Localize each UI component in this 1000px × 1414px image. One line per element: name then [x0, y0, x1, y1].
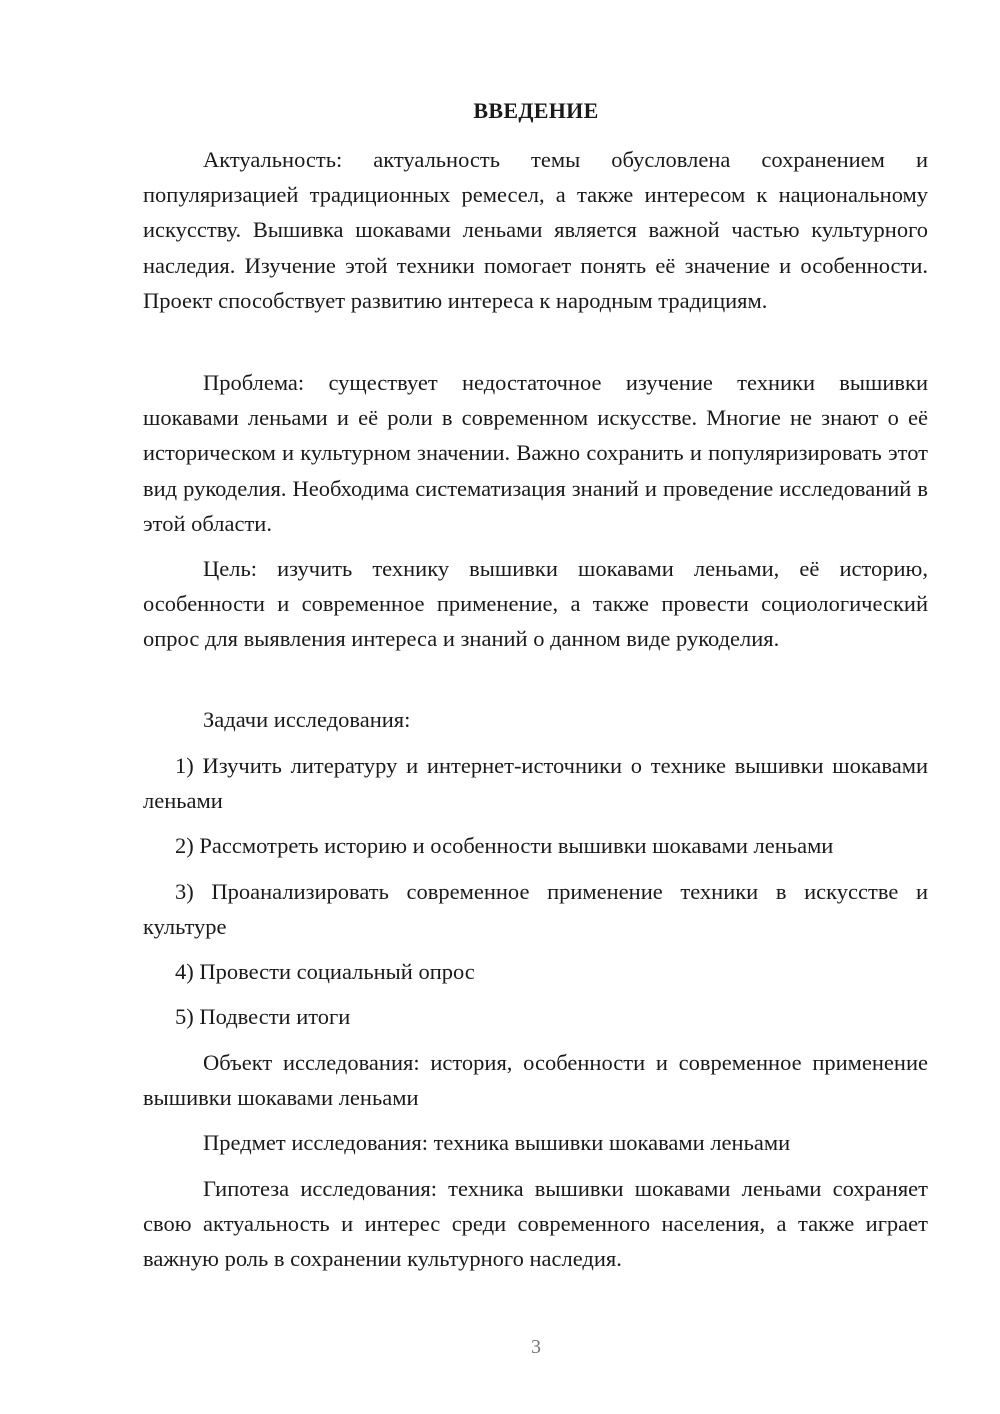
paragraph-tasks-heading: Задачи исследования: [203, 707, 411, 732]
paragraph-object: Объект исследования: история, особенности и современное применение вышивки шокавами леньами [143, 1050, 928, 1111]
list-item-task-5: 5) Подвести итоги [175, 1004, 351, 1029]
paragraph-hypothesis: Гипотеза исследования: техника вышивки шокавами леньами сохраняет свою актуальность и интерес среди современного населения, а также играет важную роль в сохранении культурного наследия. [143, 1176, 928, 1272]
paragraph-relevance: Актуальность: актуальность темы обусловлена сохранением и популяризацией традиционных ремесел, а также интересом к национальному искусству. Вышивка шокавами леньами является важной частью культурного наследия. Изучение этой техники помогает понять её значение и особенности. Проект способствует развитию интереса к народным традициям. [143, 147, 928, 313]
paragraph-subject: Предмет исследования: техника вышивки шокавами леньами [203, 1130, 791, 1155]
list-item-task-2: 2) Рассмотреть историю и особенности вышивки шокавами леньами [175, 833, 834, 858]
page-title: ВВЕДЕНИЕ [473, 98, 599, 123]
paragraph-problem: Проблема: существует недостаточное изучение техники вышивки шокавами леньами и её роли в современном искусстве. Многие не знают о её историческом и культурном значении. Важно сохранить и популяризировать этот вид рукоделия. Необходима систематизация знаний и проведение исследований в этой области. [143, 370, 928, 536]
paragraph-goal: Цель: изучить технику вышивки шокавами леньами, её историю, особенности и современное применение, а также провести социологический опрос для выявления интереса и знаний о данном виде рукоделия. [143, 556, 928, 652]
page-number: 3 [531, 1336, 541, 1358]
list-item-task-1: 1) Изучить литературу и интернет-источники о технике вышивки шокавами леньами [143, 753, 928, 814]
list-item-task-3: 3) Проанализировать современное применение техники в искусстве и культуре [143, 879, 928, 940]
list-item-task-4: 4) Провести социальный опрос [175, 959, 475, 984]
